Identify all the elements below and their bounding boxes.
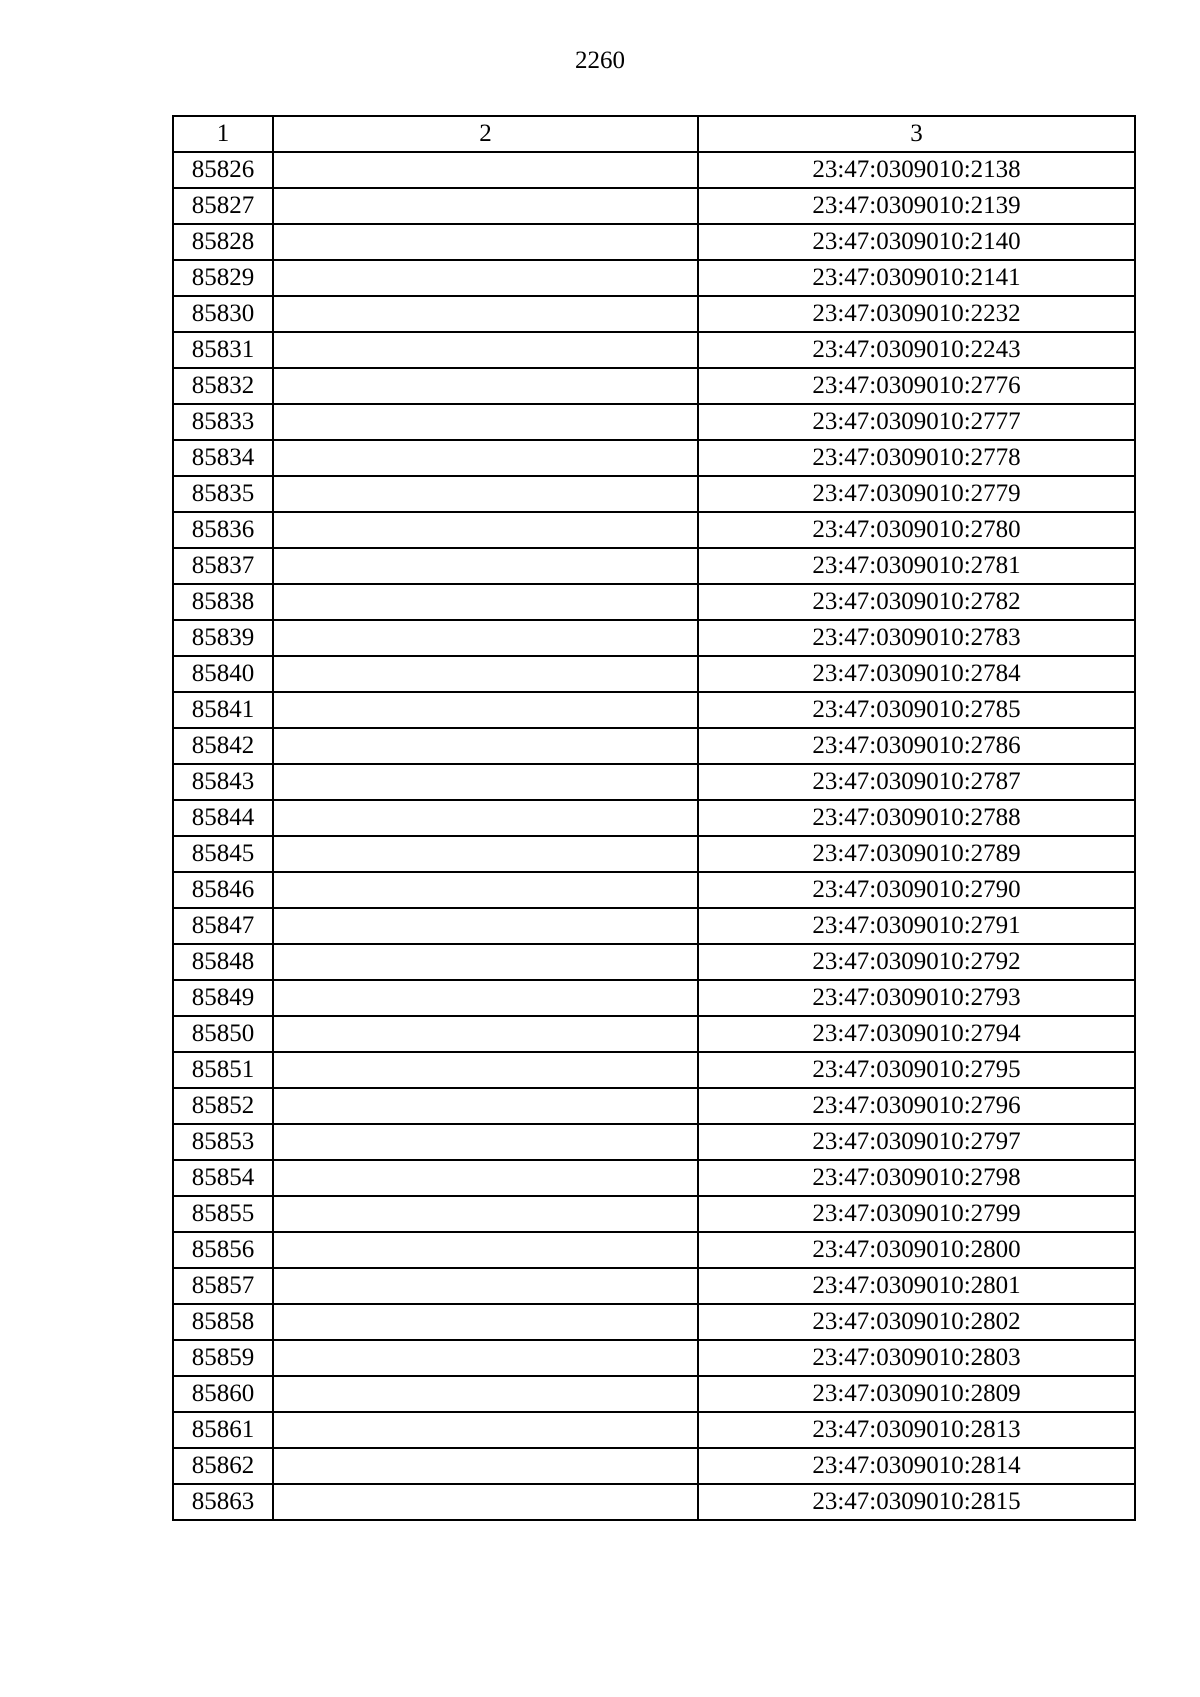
table-row bbox=[173, 1088, 1135, 1124]
cell-empty bbox=[273, 1448, 698, 1484]
table-row bbox=[173, 980, 1135, 1016]
cell-cadastral-number: 23:47:0309010:2800 bbox=[698, 1232, 1135, 1268]
cell-empty bbox=[273, 1412, 698, 1448]
cell-empty bbox=[273, 620, 698, 656]
cell-cadastral-number: 23:47:0309010:2141 bbox=[698, 260, 1135, 296]
cell-cadastral-number: 23:47:0309010:2781 bbox=[698, 548, 1135, 584]
cell-cadastral-number: 23:47:0309010:2777 bbox=[698, 404, 1135, 440]
cell-empty bbox=[273, 692, 698, 728]
cell-number: 85843 bbox=[173, 764, 273, 800]
table-row bbox=[173, 332, 1135, 368]
table-row bbox=[173, 1484, 1135, 1520]
cell-number: 85836 bbox=[173, 512, 273, 548]
cell-cadastral-number: 23:47:0309010:2796 bbox=[698, 1088, 1135, 1124]
table-row bbox=[173, 224, 1135, 260]
cell-empty bbox=[273, 1196, 698, 1232]
cell-number: 85844 bbox=[173, 800, 273, 836]
cell-number: 85861 bbox=[173, 1412, 273, 1448]
cell-cadastral-number: 23:47:0309010:2784 bbox=[698, 656, 1135, 692]
cell-number: 85840 bbox=[173, 656, 273, 692]
table-row bbox=[173, 260, 1135, 296]
cell-empty bbox=[273, 836, 698, 872]
register-table bbox=[172, 115, 1136, 1521]
cell-empty bbox=[273, 908, 698, 944]
table-row bbox=[173, 152, 1135, 188]
table-row bbox=[173, 692, 1135, 728]
column-header-3: 3 bbox=[698, 116, 1135, 152]
table-row bbox=[173, 548, 1135, 584]
cell-cadastral-number: 23:47:0309010:2778 bbox=[698, 440, 1135, 476]
cell-empty bbox=[273, 656, 698, 692]
cell-empty bbox=[273, 1376, 698, 1412]
cell-number: 85841 bbox=[173, 692, 273, 728]
cell-empty bbox=[273, 368, 698, 404]
cell-cadastral-number: 23:47:0309010:2809 bbox=[698, 1376, 1135, 1412]
cell-empty bbox=[273, 1052, 698, 1088]
table-row bbox=[173, 764, 1135, 800]
table-row bbox=[173, 1016, 1135, 1052]
column-header-2: 2 bbox=[273, 116, 698, 152]
table-row bbox=[173, 1340, 1135, 1376]
table-row bbox=[173, 1376, 1135, 1412]
table-row bbox=[173, 1232, 1135, 1268]
cell-cadastral-number: 23:47:0309010:2232 bbox=[698, 296, 1135, 332]
cell-empty bbox=[273, 332, 698, 368]
table-row bbox=[173, 188, 1135, 224]
cell-empty bbox=[273, 188, 698, 224]
cell-empty bbox=[273, 1484, 698, 1520]
cell-empty bbox=[273, 152, 698, 188]
cell-number: 85863 bbox=[173, 1484, 273, 1520]
cell-number: 85831 bbox=[173, 332, 273, 368]
cell-number: 85851 bbox=[173, 1052, 273, 1088]
cell-number: 85845 bbox=[173, 836, 273, 872]
table-row bbox=[173, 944, 1135, 980]
page-number: 2260 bbox=[575, 47, 625, 74]
cell-cadastral-number: 23:47:0309010:2779 bbox=[698, 476, 1135, 512]
cell-number: 85860 bbox=[173, 1376, 273, 1412]
table-row bbox=[173, 296, 1135, 332]
table-row bbox=[173, 1196, 1135, 1232]
cell-cadastral-number: 23:47:0309010:2139 bbox=[698, 188, 1135, 224]
cell-empty bbox=[273, 1340, 698, 1376]
cell-empty bbox=[273, 584, 698, 620]
cell-cadastral-number: 23:47:0309010:2140 bbox=[698, 224, 1135, 260]
cell-cadastral-number: 23:47:0309010:2785 bbox=[698, 692, 1135, 728]
cell-cadastral-number: 23:47:0309010:2138 bbox=[698, 152, 1135, 188]
cell-empty bbox=[273, 728, 698, 764]
cell-number: 85837 bbox=[173, 548, 273, 584]
cell-number: 85852 bbox=[173, 1088, 273, 1124]
table-row bbox=[173, 800, 1135, 836]
cell-cadastral-number: 23:47:0309010:2815 bbox=[698, 1484, 1135, 1520]
cell-number: 85838 bbox=[173, 584, 273, 620]
cell-cadastral-number: 23:47:0309010:2780 bbox=[698, 512, 1135, 548]
table-row bbox=[173, 908, 1135, 944]
cell-cadastral-number: 23:47:0309010:2794 bbox=[698, 1016, 1135, 1052]
cell-empty bbox=[273, 980, 698, 1016]
cell-empty bbox=[273, 1016, 698, 1052]
cell-number: 85832 bbox=[173, 368, 273, 404]
cell-empty bbox=[273, 1160, 698, 1196]
header-row bbox=[173, 116, 1135, 152]
table-row bbox=[173, 476, 1135, 512]
column-header-1: 1 bbox=[173, 116, 273, 152]
cell-empty bbox=[273, 764, 698, 800]
cell-number: 85842 bbox=[173, 728, 273, 764]
cell-empty bbox=[273, 476, 698, 512]
cell-cadastral-number: 23:47:0309010:2798 bbox=[698, 1160, 1135, 1196]
cell-empty bbox=[273, 404, 698, 440]
cell-number: 85848 bbox=[173, 944, 273, 980]
cell-number: 85835 bbox=[173, 476, 273, 512]
table-row bbox=[173, 404, 1135, 440]
cell-cadastral-number: 23:47:0309010:2790 bbox=[698, 872, 1135, 908]
table-row bbox=[173, 1124, 1135, 1160]
cell-empty bbox=[273, 440, 698, 476]
table-row bbox=[173, 620, 1135, 656]
table-row bbox=[173, 656, 1135, 692]
cell-cadastral-number: 23:47:0309010:2802 bbox=[698, 1304, 1135, 1340]
cell-cadastral-number: 23:47:0309010:2787 bbox=[698, 764, 1135, 800]
cell-cadastral-number: 23:47:0309010:2814 bbox=[698, 1448, 1135, 1484]
table-row bbox=[173, 1412, 1135, 1448]
cell-empty bbox=[273, 872, 698, 908]
cell-number: 85846 bbox=[173, 872, 273, 908]
cell-number: 85857 bbox=[173, 1268, 273, 1304]
cell-number: 85862 bbox=[173, 1448, 273, 1484]
cell-number: 85826 bbox=[173, 152, 273, 188]
cell-empty bbox=[273, 800, 698, 836]
table-row bbox=[173, 1268, 1135, 1304]
table-row bbox=[173, 584, 1135, 620]
cell-cadastral-number: 23:47:0309010:2795 bbox=[698, 1052, 1135, 1088]
cell-cadastral-number: 23:47:0309010:2797 bbox=[698, 1124, 1135, 1160]
cell-cadastral-number: 23:47:0309010:2789 bbox=[698, 836, 1135, 872]
table-row bbox=[173, 1160, 1135, 1196]
cell-cadastral-number: 23:47:0309010:2788 bbox=[698, 800, 1135, 836]
cell-empty bbox=[273, 1088, 698, 1124]
cell-number: 85856 bbox=[173, 1232, 273, 1268]
cell-number: 85855 bbox=[173, 1196, 273, 1232]
cell-number: 85839 bbox=[173, 620, 273, 656]
table-row bbox=[173, 1448, 1135, 1484]
cell-empty bbox=[273, 296, 698, 332]
cell-cadastral-number: 23:47:0309010:2792 bbox=[698, 944, 1135, 980]
cell-cadastral-number: 23:47:0309010:2813 bbox=[698, 1412, 1135, 1448]
cell-number: 85827 bbox=[173, 188, 273, 224]
table-header bbox=[173, 116, 1135, 152]
cell-number: 85830 bbox=[173, 296, 273, 332]
cell-cadastral-number: 23:47:0309010:2776 bbox=[698, 368, 1135, 404]
cell-number: 85858 bbox=[173, 1304, 273, 1340]
cell-cadastral-number: 23:47:0309010:2783 bbox=[698, 620, 1135, 656]
table-body bbox=[173, 152, 1135, 1520]
cell-number: 85849 bbox=[173, 980, 273, 1016]
table-row bbox=[173, 1304, 1135, 1340]
cell-cadastral-number: 23:47:0309010:2243 bbox=[698, 332, 1135, 368]
cell-number: 85834 bbox=[173, 440, 273, 476]
cell-empty bbox=[273, 1268, 698, 1304]
cell-empty bbox=[273, 224, 698, 260]
table-row bbox=[173, 512, 1135, 548]
cell-empty bbox=[273, 1304, 698, 1340]
cell-cadastral-number: 23:47:0309010:2799 bbox=[698, 1196, 1135, 1232]
cell-empty bbox=[273, 1124, 698, 1160]
cell-number: 85854 bbox=[173, 1160, 273, 1196]
cell-number: 85833 bbox=[173, 404, 273, 440]
table-row bbox=[173, 1052, 1135, 1088]
cell-number: 85829 bbox=[173, 260, 273, 296]
cell-cadastral-number: 23:47:0309010:2801 bbox=[698, 1268, 1135, 1304]
cell-empty bbox=[273, 548, 698, 584]
cell-empty bbox=[273, 512, 698, 548]
table-row bbox=[173, 440, 1135, 476]
cell-empty bbox=[273, 260, 698, 296]
cell-number: 85850 bbox=[173, 1016, 273, 1052]
cell-cadastral-number: 23:47:0309010:2791 bbox=[698, 908, 1135, 944]
table-row bbox=[173, 872, 1135, 908]
cell-number: 85847 bbox=[173, 908, 273, 944]
cell-empty bbox=[273, 944, 698, 980]
cell-cadastral-number: 23:47:0309010:2786 bbox=[698, 728, 1135, 764]
cell-number: 85828 bbox=[173, 224, 273, 260]
cell-number: 85853 bbox=[173, 1124, 273, 1160]
cell-cadastral-number: 23:47:0309010:2803 bbox=[698, 1340, 1135, 1376]
table-row bbox=[173, 368, 1135, 404]
table-row bbox=[173, 836, 1135, 872]
table-row bbox=[173, 728, 1135, 764]
cell-cadastral-number: 23:47:0309010:2782 bbox=[698, 584, 1135, 620]
cell-cadastral-number: 23:47:0309010:2793 bbox=[698, 980, 1135, 1016]
cell-empty bbox=[273, 1232, 698, 1268]
cell-number: 85859 bbox=[173, 1340, 273, 1376]
